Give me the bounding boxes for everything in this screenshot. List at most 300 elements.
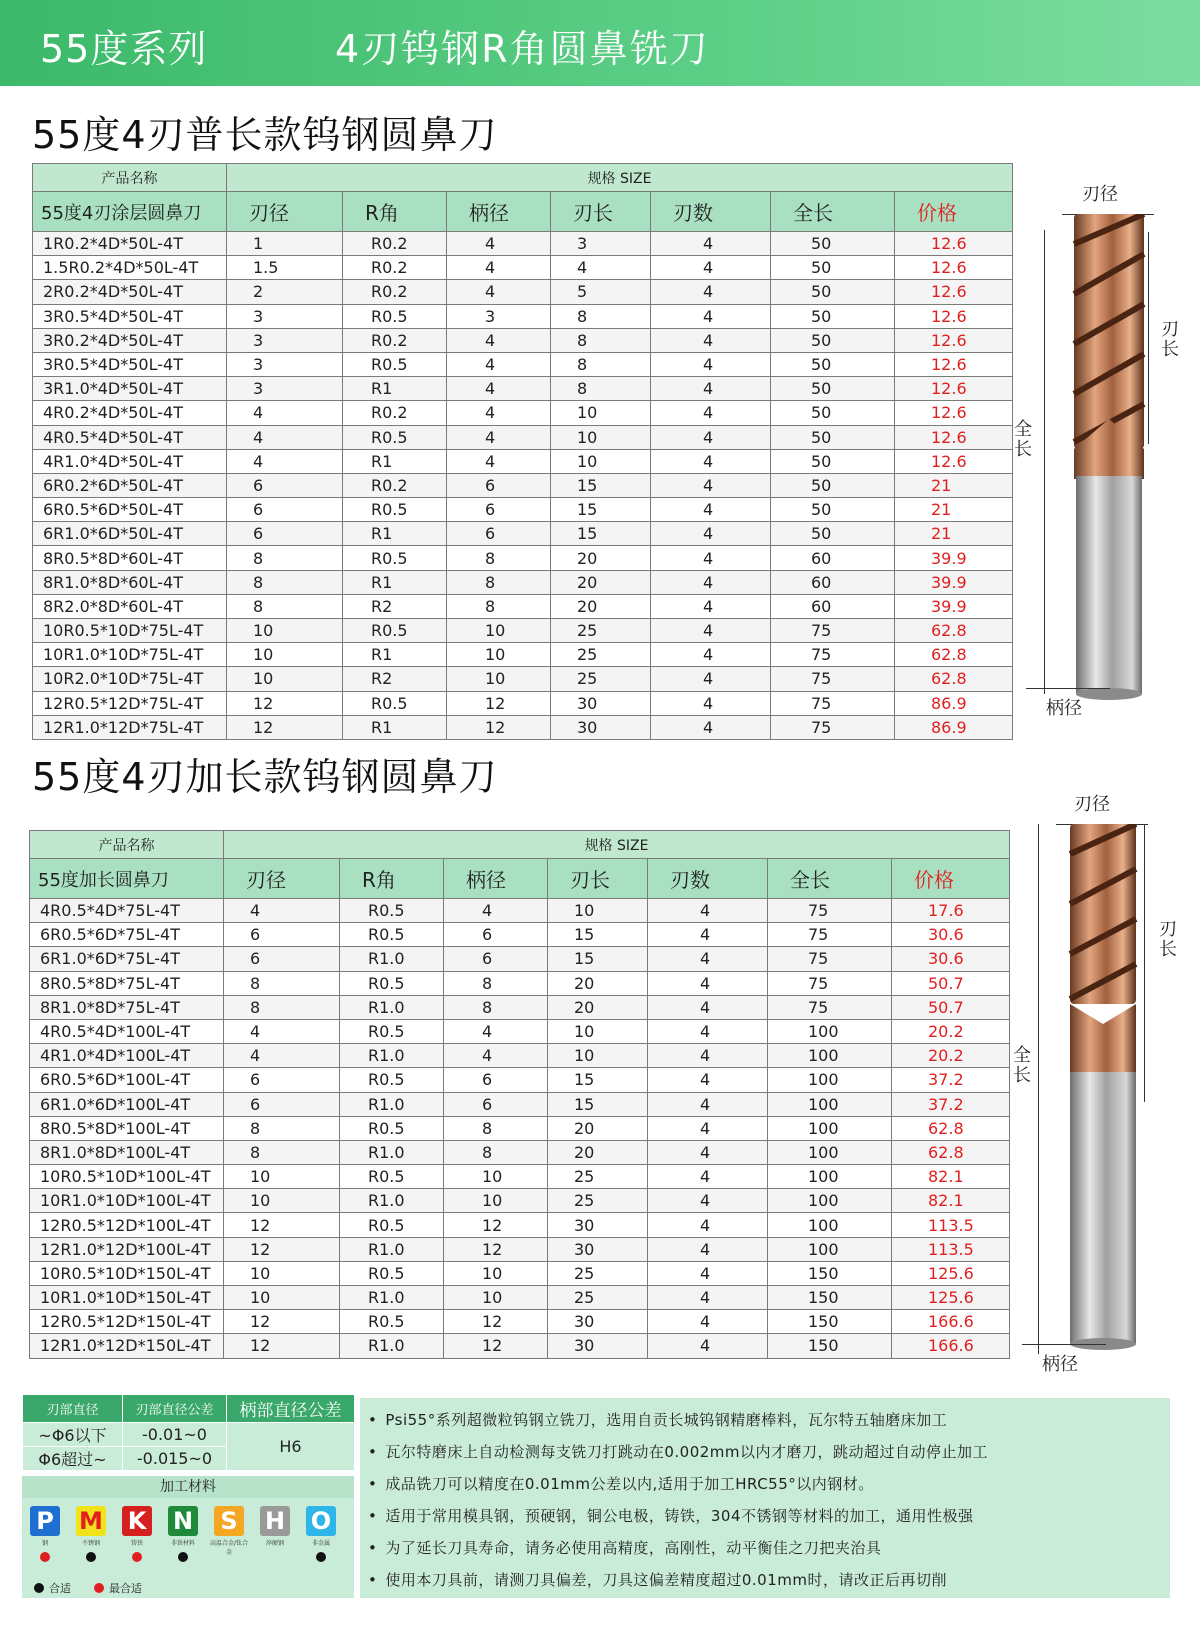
table-row (33, 304, 1013, 328)
shank-dia-cell: 12 (447, 691, 551, 715)
price-cell: 82.1 (892, 1189, 1010, 1213)
total-len-cell: 50 (771, 232, 895, 256)
corner-r-cell: R1.0 (340, 1092, 444, 1116)
corner-r-cell: R0.2 (343, 280, 447, 304)
model-code-cell: 6R0.5*6D*75L-4T (30, 923, 224, 947)
end-mill-image (1058, 824, 1148, 1354)
corner-r-cell: R0.5 (340, 1068, 444, 1092)
model-code-cell: 6R1.0*6D*75L-4T (30, 947, 224, 971)
blade-dia-cell: 8 (227, 594, 343, 618)
blade-len-cell: 20 (551, 594, 651, 618)
total-len-cell: 100 (768, 1068, 892, 1092)
flutes-cell: 4 (648, 995, 768, 1019)
blade-len-cell: 25 (548, 1286, 648, 1310)
materials-panel (22, 1476, 354, 1598)
price-cell: 12.6 (895, 304, 1013, 328)
blade-dia-cell: 12 (227, 715, 343, 739)
model-code-cell: 10R0.5*10D*100L-4T (30, 1165, 224, 1189)
table-row (30, 1019, 1010, 1043)
table-row (30, 1068, 1010, 1092)
end-mill-diagram-extended (1013, 790, 1200, 1390)
corner-r-cell: R0.5 (340, 971, 444, 995)
blade-len-cell: 4 (551, 256, 651, 280)
model-code-cell: 6R0.5*6D*100L-4T (30, 1068, 224, 1092)
corner-r-cell: R1 (343, 570, 447, 594)
model-code-cell: 10R0.5*10D*75L-4T (33, 619, 227, 643)
product-name-header: 产品名称 (33, 164, 227, 192)
shank-dia-cell: 4 (444, 899, 548, 923)
total-len-cell: 50 (771, 256, 895, 280)
shank-dia-cell: 6 (447, 522, 551, 546)
corner-r-cell: R1 (343, 377, 447, 401)
table-row (30, 1044, 1010, 1068)
blade-dia-cell: 10 (224, 1261, 340, 1285)
corner-r-cell: R0.5 (343, 691, 447, 715)
legend-suitable: 合适 (49, 1582, 71, 1595)
shank-dia-cell: 4 (447, 352, 551, 376)
model-code-cell: 3R0.5*4D*50L-4T (33, 304, 227, 328)
blade-dia-cell: 12 (224, 1310, 340, 1334)
blade-len-cell: 15 (548, 947, 648, 971)
shank-dia-cell: 12 (447, 715, 551, 739)
total-len-cell: 75 (768, 947, 892, 971)
suitability-dot (178, 1552, 188, 1562)
corner-r-cell: R0.5 (340, 923, 444, 947)
blade-len-cell: 10 (548, 1044, 648, 1068)
shank-dia-cell: 10 (447, 667, 551, 691)
col-corner-r: R角 (343, 192, 447, 232)
materials-title: 加工材料 (22, 1476, 354, 1498)
blade-len-label: 刃长 (1161, 319, 1179, 360)
tol-value: -0.015~0 (123, 1447, 227, 1471)
price-cell: 21 (895, 498, 1013, 522)
blade-len-cell: 15 (548, 1068, 648, 1092)
shank-dia-cell: 8 (444, 995, 548, 1019)
flutes-cell: 4 (651, 522, 771, 546)
blade-len-cell: 20 (551, 546, 651, 570)
tolerance-table (22, 1394, 355, 1471)
price-cell: 113.5 (892, 1237, 1010, 1261)
total-len-label: 全长 (1013, 1045, 1031, 1086)
total-len-cell: 50 (771, 449, 895, 473)
model-code-cell: 8R2.0*8D*60L-4T (33, 594, 227, 618)
total-len-cell: 150 (768, 1261, 892, 1285)
flutes-cell: 4 (651, 304, 771, 328)
product-series-name: 55度加长圆鼻刀 (30, 859, 224, 899)
shank-dia-cell: 12 (444, 1310, 548, 1334)
price-cell: 166.6 (892, 1334, 1010, 1358)
price-cell: 20.2 (892, 1044, 1010, 1068)
total-len-cell: 100 (768, 1140, 892, 1164)
corner-r-cell: R0.2 (343, 256, 447, 280)
blade-dia-cell: 8 (227, 570, 343, 594)
shank-tolerance: H6 (227, 1423, 355, 1471)
corner-r-cell: R1.0 (340, 1237, 444, 1261)
shank-dia-cell: 6 (447, 498, 551, 522)
col-total-len: 全长 (771, 192, 895, 232)
corner-r-cell: R1.0 (340, 995, 444, 1019)
note-item: • 为了延长刀具寿命，请务必使用高精度，高刚性，动平衡佳之刀把夹治具 (360, 1532, 1170, 1564)
blade-len-cell: 25 (551, 667, 651, 691)
model-code-cell: 8R1.0*8D*60L-4T (33, 570, 227, 594)
model-code-cell: 12R1.0*12D*75L-4T (33, 715, 227, 739)
corner-r-cell: R2 (343, 594, 447, 618)
total-len-cell: 50 (771, 377, 895, 401)
model-code-cell: 10R1.0*10D*150L-4T (30, 1286, 224, 1310)
flutes-cell: 4 (651, 691, 771, 715)
blade-len-cell: 10 (551, 425, 651, 449)
col-price: 价格 (892, 859, 1010, 899)
flutes-cell: 4 (651, 328, 771, 352)
product-series-name: 55度4刃涂层圆鼻刀 (33, 192, 227, 232)
price-cell: 86.9 (895, 691, 1013, 715)
shank-dia-cell: 4 (447, 328, 551, 352)
table-row (33, 280, 1013, 304)
model-code-cell: 12R0.5*12D*150L-4T (30, 1310, 224, 1334)
corner-r-cell: R0.5 (340, 1165, 444, 1189)
flutes-cell: 4 (651, 401, 771, 425)
total-len-cell: 100 (768, 1237, 892, 1261)
model-code-cell: 3R0.5*4D*50L-4T (33, 352, 227, 376)
shank-dia-cell: 12 (444, 1237, 548, 1261)
table-row (30, 971, 1010, 995)
flutes-cell: 4 (648, 1237, 768, 1261)
usage-notes (360, 1398, 1170, 1598)
corner-r-cell: R0.5 (343, 619, 447, 643)
shank-dia-cell: 4 (447, 377, 551, 401)
section2-title: 55度4刃加长款钨钢圆鼻刀 (32, 755, 498, 799)
price-cell: 62.8 (895, 619, 1013, 643)
blade-dia-cell: 12 (224, 1334, 340, 1358)
shank-dia-cell: 12 (444, 1334, 548, 1358)
shank-dia-cell: 6 (444, 947, 548, 971)
flutes-cell: 4 (651, 715, 771, 739)
col-total-len: 全长 (768, 859, 892, 899)
blade-dia-label: 刃径 (1082, 184, 1118, 205)
corner-r-cell: R0.5 (343, 498, 447, 522)
blade-len-cell: 20 (548, 1140, 648, 1164)
corner-r-cell: R0.2 (343, 232, 447, 256)
table-row (33, 232, 1013, 256)
tol-header-shank-tol: 柄部直径公差 (227, 1395, 355, 1423)
legend-best: 最合适 (109, 1582, 142, 1595)
shank-dia-cell: 4 (447, 449, 551, 473)
blade-len-cell: 20 (548, 995, 648, 1019)
shank-dia-cell: 4 (444, 1019, 548, 1043)
table-row (33, 594, 1013, 618)
price-cell: 12.6 (895, 256, 1013, 280)
price-cell: 30.6 (892, 923, 1010, 947)
table-row (33, 377, 1013, 401)
total-len-cell: 50 (771, 425, 895, 449)
shank-dia-cell: 8 (444, 1116, 548, 1140)
total-len-cell: 60 (771, 546, 895, 570)
blade-dia-cell: 4 (224, 1044, 340, 1068)
blade-dia-cell: 12 (224, 1213, 340, 1237)
blade-len-cell: 20 (548, 971, 648, 995)
model-code-cell: 6R1.0*6D*100L-4T (30, 1092, 224, 1116)
series-title: 55度系列 (40, 27, 208, 71)
price-cell: 20.2 (892, 1019, 1010, 1043)
shank-dia-cell: 8 (447, 546, 551, 570)
blade-len-cell: 15 (551, 473, 651, 497)
price-cell: 12.6 (895, 280, 1013, 304)
suitability-dot (40, 1552, 50, 1562)
blade-dia-cell: 8 (224, 1140, 340, 1164)
corner-r-cell: R2 (343, 667, 447, 691)
price-cell: 62.8 (895, 643, 1013, 667)
total-len-cell: 100 (768, 1019, 892, 1043)
corner-r-cell: R1.0 (340, 1044, 444, 1068)
flutes-cell: 4 (651, 449, 771, 473)
blade-dia-cell: 1.5 (227, 256, 343, 280)
material-label: 高温合金/钛合金 (209, 1540, 249, 1556)
standard-length-table (32, 163, 1013, 740)
corner-r-cell: R0.5 (343, 425, 447, 449)
material-m-badge: M (76, 1506, 106, 1536)
price-cell: 12.6 (895, 425, 1013, 449)
tol-value: -0.01~0 (123, 1423, 227, 1447)
model-code-cell: 6R0.5*6D*50L-4T (33, 498, 227, 522)
total-len-cell: 75 (768, 995, 892, 1019)
blade-dia-cell: 6 (227, 473, 343, 497)
price-cell: 12.6 (895, 377, 1013, 401)
blade-dia-label: 刃径 (1074, 794, 1110, 815)
blade-len-cell: 30 (548, 1310, 648, 1334)
blade-dia-cell: 4 (224, 1019, 340, 1043)
blade-dia-cell: 10 (227, 619, 343, 643)
material-label: 不锈钢 (81, 1540, 100, 1547)
header-banner (0, 0, 1200, 86)
table-row (30, 995, 1010, 1019)
tol-header-blade-tol: 刃部直径公差 (123, 1395, 227, 1423)
model-code-cell: 3R1.0*4D*50L-4T (33, 377, 227, 401)
price-cell: 39.9 (895, 546, 1013, 570)
flutes-cell: 4 (648, 899, 768, 923)
corner-r-cell: R1.0 (340, 947, 444, 971)
shank-dia-cell: 6 (444, 1068, 548, 1092)
section1-title: 55度4刃普长款钨钢圆鼻刀 (32, 113, 498, 157)
material-s-badge: S (214, 1506, 244, 1536)
table-row (30, 1261, 1010, 1285)
table-row (33, 546, 1013, 570)
price-cell: 12.6 (895, 328, 1013, 352)
blade-len-cell: 8 (551, 352, 651, 376)
total-len-cell: 100 (768, 1092, 892, 1116)
tol-range: Φ6超过~ (23, 1447, 123, 1471)
flutes-cell: 4 (648, 1019, 768, 1043)
suitability-dot (316, 1552, 326, 1562)
blade-len-cell: 5 (551, 280, 651, 304)
price-cell: 62.8 (892, 1140, 1010, 1164)
blade-dia-cell: 8 (224, 1116, 340, 1140)
blade-len-cell: 8 (551, 377, 651, 401)
product-name-header: 产品名称 (30, 831, 224, 859)
flutes-cell: 4 (651, 667, 771, 691)
total-len-cell: 150 (768, 1310, 892, 1334)
blade-len-cell: 30 (548, 1237, 648, 1261)
table-row (30, 947, 1010, 971)
blade-len-cell: 30 (548, 1213, 648, 1237)
col-blade-len: 刃长 (548, 859, 648, 899)
table-row (33, 667, 1013, 691)
model-code-cell: 10R2.0*10D*75L-4T (33, 667, 227, 691)
blade-len-cell: 30 (551, 715, 651, 739)
table-row (30, 1286, 1010, 1310)
blade-len-cell: 10 (551, 401, 651, 425)
shank-dia-cell: 10 (444, 1165, 548, 1189)
table-row (30, 899, 1010, 923)
blade-len-cell: 10 (548, 1019, 648, 1043)
tol-header-blade-dia: 刃部直径 (23, 1395, 123, 1423)
price-cell: 37.2 (892, 1092, 1010, 1116)
blade-dia-cell: 4 (227, 401, 343, 425)
corner-r-cell: R0.2 (343, 473, 447, 497)
model-code-cell: 6R1.0*6D*50L-4T (33, 522, 227, 546)
total-len-cell: 60 (771, 594, 895, 618)
price-cell: 12.6 (895, 352, 1013, 376)
material-n-badge: N (168, 1506, 198, 1536)
table-row (30, 1237, 1010, 1261)
blade-dia-cell: 6 (224, 923, 340, 947)
shank-dia-cell: 6 (447, 473, 551, 497)
blade-dia-cell: 3 (227, 304, 343, 328)
model-code-cell: 10R0.5*10D*150L-4T (30, 1261, 224, 1285)
corner-r-cell: R0.5 (340, 1213, 444, 1237)
flutes-cell: 4 (651, 280, 771, 304)
blade-len-cell: 15 (548, 923, 648, 947)
blade-dia-cell: 4 (227, 449, 343, 473)
table-row (33, 425, 1013, 449)
material-p-badge: P (30, 1506, 60, 1536)
shank-dia-cell: 4 (447, 425, 551, 449)
blade-dia-cell: 10 (224, 1286, 340, 1310)
flutes-cell: 4 (651, 643, 771, 667)
table-row (33, 328, 1013, 352)
shank-dia-cell: 10 (444, 1189, 548, 1213)
price-cell: 166.6 (892, 1310, 1010, 1334)
table-row (30, 1213, 1010, 1237)
suitability-dot (86, 1552, 96, 1562)
corner-r-cell: R0.5 (340, 899, 444, 923)
flutes-cell: 4 (648, 1213, 768, 1237)
price-cell: 12.6 (895, 232, 1013, 256)
col-blade-len: 刃长 (551, 192, 651, 232)
flutes-cell: 4 (651, 377, 771, 401)
blade-len-cell: 25 (548, 1165, 648, 1189)
model-code-cell: 8R0.5*8D*75L-4T (30, 971, 224, 995)
price-cell: 30.6 (892, 947, 1010, 971)
blade-dia-cell: 4 (227, 425, 343, 449)
shank-dia-cell: 4 (447, 232, 551, 256)
material-k-badge: K (122, 1506, 152, 1536)
price-cell: 12.6 (895, 449, 1013, 473)
blade-len-cell: 20 (548, 1116, 648, 1140)
corner-r-cell: R1.0 (340, 1286, 444, 1310)
total-len-cell: 75 (768, 923, 892, 947)
model-code-cell: 1.5R0.2*4D*50L-4T (33, 256, 227, 280)
blade-dia-cell: 6 (227, 522, 343, 546)
corner-r-cell: R0.5 (343, 352, 447, 376)
shank-dia-cell: 8 (447, 570, 551, 594)
corner-r-cell: R0.5 (340, 1310, 444, 1334)
col-shank-dia: 柄径 (447, 192, 551, 232)
model-code-cell: 10R1.0*10D*75L-4T (33, 643, 227, 667)
table-row (30, 1092, 1010, 1116)
suitability-dot (132, 1552, 142, 1562)
corner-r-cell: R1 (343, 449, 447, 473)
model-code-cell: 12R0.5*12D*100L-4T (30, 1213, 224, 1237)
shank-dia-cell: 4 (447, 401, 551, 425)
material-label: 非铁材料 (170, 1540, 195, 1547)
model-code-cell: 3R0.2*4D*50L-4T (33, 328, 227, 352)
shank-dia-label: 柄径 (1042, 1354, 1078, 1375)
table-row (33, 352, 1013, 376)
total-len-cell: 50 (771, 328, 895, 352)
blade-len-cell: 20 (551, 570, 651, 594)
spec-size-header: 规格 SIZE (227, 164, 1013, 192)
price-cell: 86.9 (895, 715, 1013, 739)
col-blade-dia: 刃径 (224, 859, 340, 899)
blade-len-cell: 10 (548, 899, 648, 923)
col-corner-r: R角 (340, 859, 444, 899)
model-code-cell: 8R1.0*8D*100L-4T (30, 1140, 224, 1164)
col-flutes: 刃数 (651, 192, 771, 232)
price-cell: 12.6 (895, 401, 1013, 425)
price-cell: 17.6 (892, 899, 1010, 923)
total-len-cell: 50 (771, 280, 895, 304)
flutes-cell: 4 (651, 546, 771, 570)
blade-dia-cell: 4 (224, 899, 340, 923)
shank-dia-cell: 4 (447, 256, 551, 280)
blade-dia-cell: 6 (224, 1068, 340, 1092)
shank-dia-cell: 8 (447, 594, 551, 618)
blade-dia-cell: 6 (224, 947, 340, 971)
shank-dia-cell: 10 (444, 1261, 548, 1285)
total-len-cell: 75 (771, 643, 895, 667)
flutes-cell: 4 (648, 1068, 768, 1092)
corner-r-cell: R0.5 (340, 1116, 444, 1140)
model-code-cell: 6R0.2*6D*50L-4T (33, 473, 227, 497)
flutes-cell: 4 (648, 1261, 768, 1285)
material-label: 铸铁 (130, 1540, 143, 1547)
corner-r-cell: R0.5 (340, 1261, 444, 1285)
total-len-cell: 75 (771, 691, 895, 715)
price-cell: 37.2 (892, 1068, 1010, 1092)
end-mill-image (1064, 214, 1154, 704)
flutes-cell: 4 (651, 594, 771, 618)
price-cell: 113.5 (892, 1213, 1010, 1237)
model-code-cell: 10R1.0*10D*100L-4T (30, 1189, 224, 1213)
total-len-cell: 50 (771, 473, 895, 497)
table-row (30, 1189, 1010, 1213)
flutes-cell: 4 (648, 923, 768, 947)
table-row (30, 1140, 1010, 1164)
blade-len-cell: 15 (551, 498, 651, 522)
model-code-cell: 4R0.5*4D*50L-4T (33, 425, 227, 449)
flutes-cell: 4 (648, 1140, 768, 1164)
shank-dia-cell: 6 (444, 1092, 548, 1116)
model-code-cell: 12R1.0*12D*150L-4T (30, 1334, 224, 1358)
corner-r-cell: R1 (343, 643, 447, 667)
price-cell: 62.8 (895, 667, 1013, 691)
shank-dia-cell: 10 (444, 1286, 548, 1310)
blade-dia-cell: 12 (224, 1237, 340, 1261)
flutes-cell: 4 (648, 971, 768, 995)
col-flutes: 刃数 (648, 859, 768, 899)
end-mill-diagram-standard (1016, 180, 1200, 740)
product-line-title: 4刃钨钢R角圆鼻铣刀 (335, 27, 710, 71)
